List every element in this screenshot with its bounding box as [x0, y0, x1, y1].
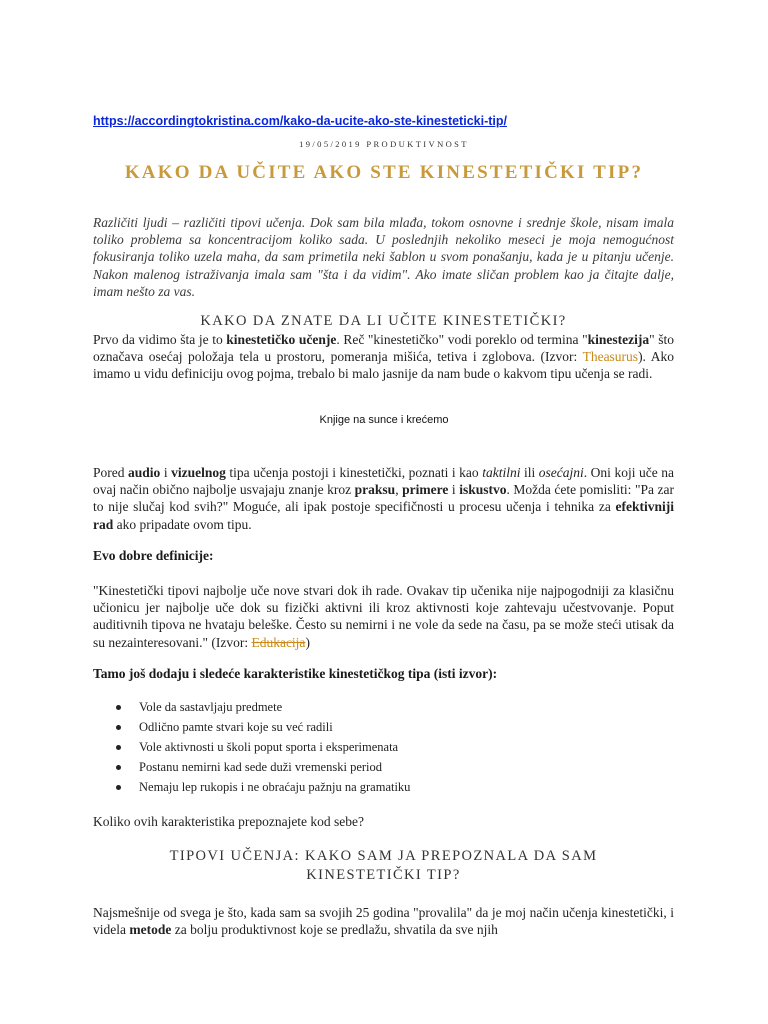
text: za bolju produktivnost koje se predlažu, shvatila da sve njih — [171, 922, 498, 938]
question-paragraph: Koliko ovih karakteristika prepoznajete kod sebe? — [93, 814, 365, 829]
text: tipa učenja postoji i kinestetički, poznati i kao — [225, 465, 483, 480]
text: ili — [520, 465, 539, 480]
bold-term: kinestetičko učenje — [226, 332, 337, 347]
source-link-edukacija[interactable]: Edukacija — [251, 634, 306, 650]
section2-paragraph — [93, 904, 674, 938]
source-link-theasurus[interactable]: Theasurus — [582, 349, 639, 365]
bold-term: vizuelnog — [171, 465, 226, 480]
text: . Možda ćete pomisliti: "Pa zar to nije slučaj kod svih?" Moguće, ali ipak postoje specifičnosti u procesu učenja i tehnika za — [93, 482, 674, 515]
text: "Kinestetički tipovi najbolje uče nove stvari dok ih rade. Ovakav tip učenika nije najpogodniji za klasičnu učionicu jer najbolje uče dok su fizički aktivni ili kroz aktivnosti koje zahtevaju učestvovanje. Poput auditivnih tipova ne hvataju beleške. Često su nemirni i ne vole da sede na času, pa se može steći utisak da su nezainteresovani." (Izvor: — [93, 583, 674, 650]
text: Najsmešnije od svega je što, kada sam sa svojih 25 godina "provalila" da je moj način učenja kinestetički, i videla — [93, 905, 674, 938]
list-item-text: Vole aktivnosti u školi poput sporta i eksperimenata — [139, 740, 399, 754]
source-link[interactable]: https://accordingtokristina.com/kako-da-ucite-ako-ste-kinesteticki-tip/ — [93, 114, 507, 128]
section1-paragraph — [93, 331, 674, 383]
text: Prvo da vidimo šta je to — [93, 332, 227, 347]
paragraph-learning-types — [93, 464, 674, 533]
list-item — [93, 737, 410, 757]
bullet-icon — [116, 725, 121, 730]
text: i — [448, 482, 460, 498]
list-item-text: Postanu nemirni kad sede duži vremenski period — [139, 760, 382, 774]
text: Pored — [93, 465, 129, 480]
list-item — [93, 697, 410, 717]
bold-term: iskustvo — [459, 482, 507, 498]
intro-paragraph: Različiti ljudi – različiti tipovi učenja. Dok sam bila mlađa, tokom osnovne i srednje škole, nisam imala toliko problema sa koncentracijom koliko sada. U poslednjih nekoliko meseci je moja nemogućnost fokusiranja toliko uzela maha, da sam primetila neki šablon u svom ponašanju, kada je u pitanju učenje. Nakon malenog istraživanja imala sam "šta i da vidim". Ako imate sličan problem kao ja čitajte dalje, imam nešto za vas. — [93, 215, 674, 299]
bold-term: efektivniji rad — [93, 499, 674, 532]
list-item-text: Vole da sastavljaju predmete — [139, 700, 283, 714]
section2-heading-line2: KINESTETIČKI TIP? — [306, 867, 461, 883]
bold-term: kinestezija — [587, 332, 650, 347]
list-item — [93, 757, 410, 777]
text: " što označava osećaj položaja tela u prostoru, pomeranja mišića, tetiva i zglobova. (Izvor: — [93, 332, 674, 365]
bullet-icon — [116, 705, 121, 710]
text: . Oni koji uče na ovaj način obično najbolje usvajaju znanje kroz — [93, 465, 674, 498]
bullet-icon — [116, 745, 121, 750]
italic-term: osećajni — [538, 465, 584, 480]
text: , — [395, 482, 403, 498]
bold-term: praksu — [354, 482, 396, 498]
definition-heading: Evo dobre definicije: — [93, 548, 214, 563]
text: ako pripadate ovom tipu. — [113, 516, 252, 532]
bold-term: audio — [128, 465, 161, 480]
italic-term: taktilni — [482, 465, 521, 480]
text: i — [160, 465, 172, 480]
list-heading: Tamo još dodaju i sledeće karakteristike kinestetičkog tipa (isti izvor): — [93, 666, 498, 681]
bold-term: metode — [129, 922, 172, 938]
text: ) — [305, 634, 310, 650]
bullet-icon — [116, 785, 121, 790]
bold-term: primere — [402, 482, 449, 498]
definition-quote — [93, 582, 674, 651]
bullet-icon — [116, 765, 121, 770]
section2-heading-line1: TIPOVI UČENJA: KAKO SAM JA PREPOZNALA DA SAM — [169, 848, 598, 864]
list-item-text: Nemaju lep rukopis i ne obraćaju pažnju na gramatiku — [139, 780, 411, 794]
characteristics-list — [93, 697, 410, 797]
section1-heading: KAKO DA ZNATE DA LI UČITE KINESTETIČKI? — [200, 313, 567, 329]
list-item-text: Odlično pamte stvari koje su već radili — [139, 720, 333, 734]
text: ). Ako imamo u vidu definiciju ovog pojma, trebalo bi malo jasnije da nam bude o kakvom tipu učenja se radi. — [93, 349, 674, 382]
post-meta: 19/05/2019 PRODUKTIVNOST — [299, 139, 469, 149]
image-caption: Knjige na sunce i krećemo — [319, 414, 449, 426]
text: . Reč "kinestetičko" vodi poreklo od termina " — [336, 332, 588, 347]
list-item — [93, 777, 410, 797]
article-title: KAKO DA UČITE AKO STE KINESTETIČKI TIP? — [124, 162, 644, 183]
list-item — [93, 717, 410, 737]
